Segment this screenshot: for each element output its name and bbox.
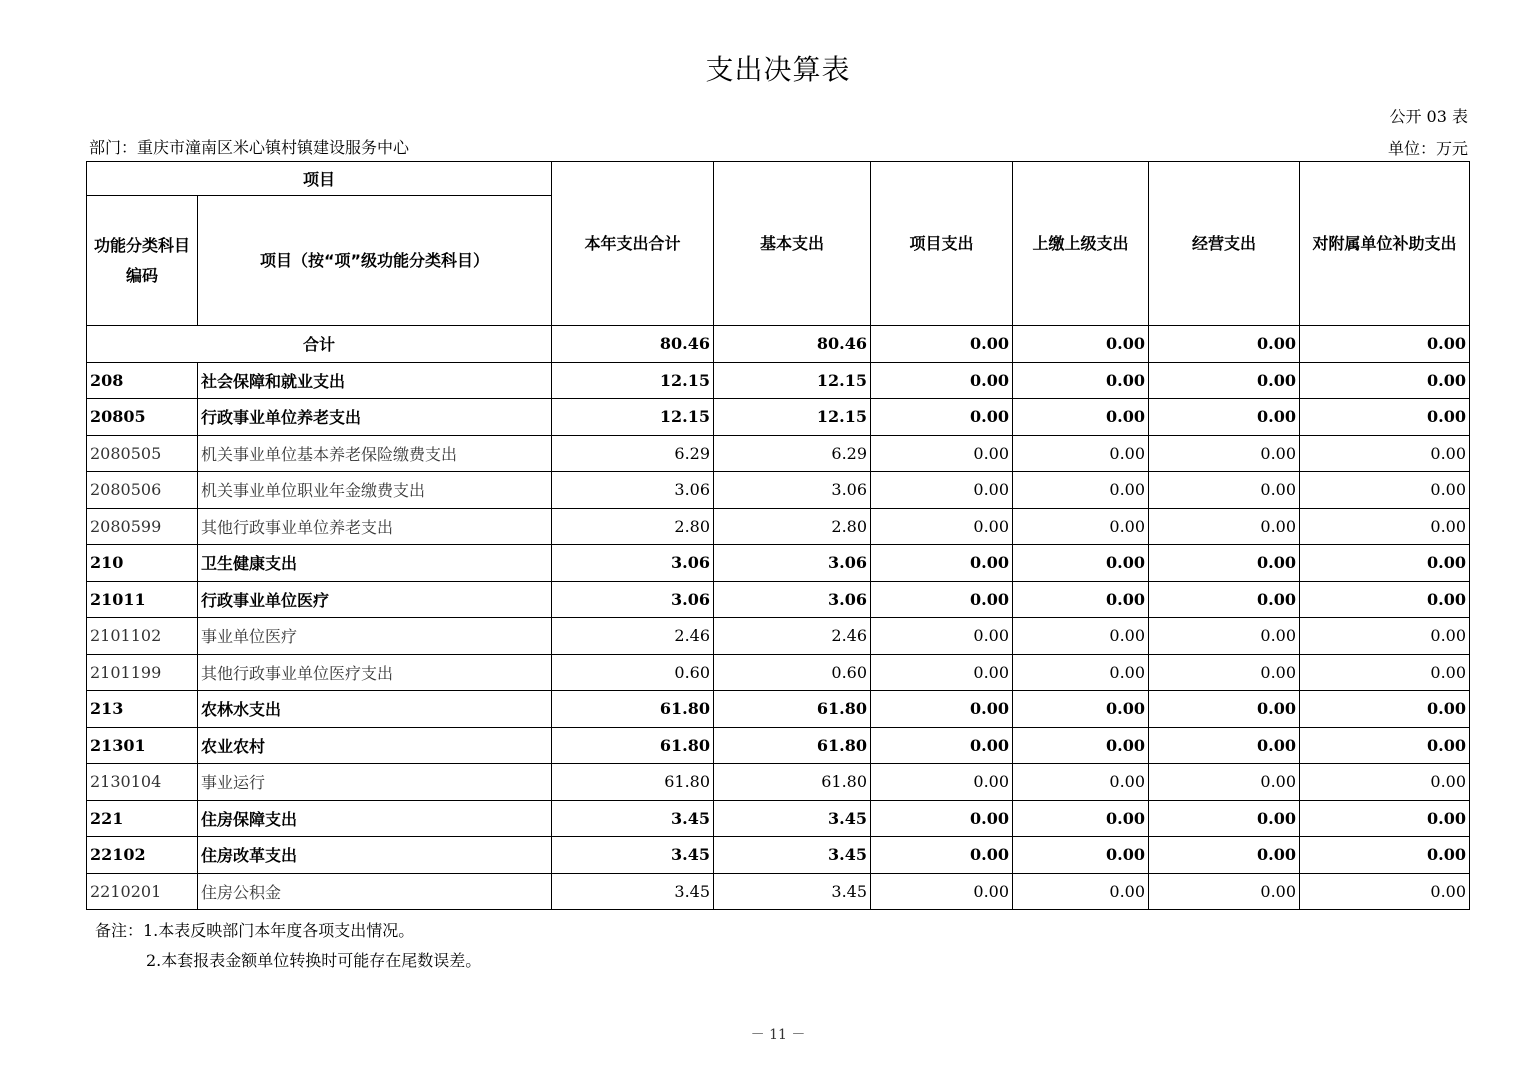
row-value: 6.29: [714, 435, 871, 472]
row-value: 0.00: [1149, 362, 1300, 399]
row-value: 0.00: [1149, 508, 1300, 545]
row-value: 0.00: [1300, 800, 1470, 837]
row-name: 机关事业单位职业年金缴费支出: [198, 472, 552, 509]
row-value: 0.00: [1300, 581, 1470, 618]
row-value: 3.45: [552, 873, 714, 910]
header-basic: 基本支出: [714, 162, 871, 326]
row-code: 2080599: [87, 508, 198, 545]
row-value: 0.60: [552, 654, 714, 691]
row-value: 0.00: [871, 764, 1013, 801]
table-row: [87, 581, 1470, 618]
table-row: [87, 727, 1470, 764]
row-name: 其他行政事业单位养老支出: [198, 508, 552, 545]
table-row: [87, 800, 1470, 837]
row-value: 0.00: [1149, 691, 1300, 728]
row-value: 0.60: [714, 654, 871, 691]
row-value: 0.00: [1300, 399, 1470, 436]
form-number: 公开 03 表: [1389, 107, 1468, 126]
row-value: 0.00: [1013, 873, 1149, 910]
row-value: 0.00: [871, 800, 1013, 837]
row-value: 61.80: [552, 764, 714, 801]
page-number: － 11 －: [750, 1027, 806, 1043]
table-row: [87, 362, 1470, 399]
header-name: 项目（按“项”级功能分类科目）: [198, 196, 552, 326]
table-row: [87, 691, 1470, 728]
row-value: 12.15: [714, 399, 871, 436]
department-label: 部门：重庆市潼南区米心镇村镇建设服务中心: [89, 138, 410, 157]
table-row: [87, 435, 1470, 472]
row-value: 3.45: [552, 837, 714, 874]
row-value: 0.00: [871, 508, 1013, 545]
row-value: 2.80: [552, 508, 714, 545]
total-value: 0.00: [1149, 326, 1300, 363]
row-value: 3.06: [714, 472, 871, 509]
row-code: 213: [87, 691, 198, 728]
row-code: 208: [87, 362, 198, 399]
total-value: 80.46: [552, 326, 714, 363]
row-value: 3.06: [552, 472, 714, 509]
row-value: 0.00: [1300, 691, 1470, 728]
total-value: 0.00: [871, 326, 1013, 363]
row-value: 61.80: [714, 727, 871, 764]
row-value: 0.00: [1149, 545, 1300, 582]
row-value: 0.00: [1300, 435, 1470, 472]
header-code: 功能分类科目编码: [87, 196, 198, 326]
row-value: 0.00: [1013, 472, 1149, 509]
total-label: 合计: [87, 326, 552, 363]
row-value: 0.00: [1013, 764, 1149, 801]
row-value: 0.00: [1013, 800, 1149, 837]
note-2: 2.本套报表金额单位转换时可能存在尾数误差。: [146, 951, 482, 970]
row-value: 61.80: [552, 727, 714, 764]
row-value: 0.00: [1300, 472, 1470, 509]
row-value: 2.46: [714, 618, 871, 655]
row-value: 12.15: [552, 399, 714, 436]
row-value: 0.00: [1149, 581, 1300, 618]
row-code: 2080505: [87, 435, 198, 472]
table-row: [87, 545, 1470, 582]
row-value: 0.00: [871, 691, 1013, 728]
row-value: 61.80: [552, 691, 714, 728]
row-code: 2101102: [87, 618, 198, 655]
header-subsidy: 对附属单位补助支出: [1300, 162, 1470, 326]
row-name: 行政事业单位养老支出: [198, 399, 552, 436]
row-value: 0.00: [1013, 581, 1149, 618]
table-row: [87, 472, 1470, 509]
row-value: 0.00: [871, 618, 1013, 655]
row-value: 0.00: [1149, 618, 1300, 655]
row-value: 0.00: [1300, 618, 1470, 655]
row-value: 0.00: [1013, 654, 1149, 691]
total-value: 0.00: [1300, 326, 1470, 363]
table-row: [87, 654, 1470, 691]
row-value: 0.00: [1013, 508, 1149, 545]
header-total: 本年支出合计: [552, 162, 714, 326]
row-name: 农林水支出: [198, 691, 552, 728]
row-value: 12.15: [714, 362, 871, 399]
row-code: 2101199: [87, 654, 198, 691]
row-value: 6.29: [552, 435, 714, 472]
row-value: 0.00: [1013, 435, 1149, 472]
row-value: 61.80: [714, 691, 871, 728]
row-code: 22102: [87, 837, 198, 874]
row-value: 3.45: [714, 800, 871, 837]
row-value: 0.00: [1013, 618, 1149, 655]
row-name: 农业农村: [198, 727, 552, 764]
expenditure-table: [86, 161, 1470, 910]
row-name: 行政事业单位医疗: [198, 581, 552, 618]
row-value: 0.00: [1149, 727, 1300, 764]
row-value: 0.00: [1300, 873, 1470, 910]
row-value: 61.80: [714, 764, 871, 801]
row-name: 住房改革支出: [198, 837, 552, 874]
total-value: 0.00: [1013, 326, 1149, 363]
table-row: [87, 873, 1470, 910]
row-value: 0.00: [871, 581, 1013, 618]
row-value: 0.00: [1149, 764, 1300, 801]
header-project: 项目: [87, 162, 552, 196]
row-value: 2.46: [552, 618, 714, 655]
total-row: [87, 326, 1470, 363]
row-value: 0.00: [871, 472, 1013, 509]
row-value: 3.06: [552, 581, 714, 618]
row-value: 0.00: [871, 399, 1013, 436]
row-value: 0.00: [871, 362, 1013, 399]
row-name: 其他行政事业单位医疗支出: [198, 654, 552, 691]
row-value: 0.00: [871, 545, 1013, 582]
row-code: 20805: [87, 399, 198, 436]
row-name: 卫生健康支出: [198, 545, 552, 582]
row-value: 0.00: [1149, 399, 1300, 436]
row-value: 0.00: [871, 654, 1013, 691]
row-code: 2210201: [87, 873, 198, 910]
table-row: [87, 764, 1470, 801]
row-value: 0.00: [1300, 727, 1470, 764]
row-code: 2080506: [87, 472, 198, 509]
note-1: 备注：1.本表反映部门本年度各项支出情况。: [95, 921, 415, 940]
row-name: 社会保障和就业支出: [198, 362, 552, 399]
row-value: 3.06: [714, 581, 871, 618]
row-value: 0.00: [871, 727, 1013, 764]
row-value: 0.00: [1149, 873, 1300, 910]
header-row: [87, 162, 1470, 196]
row-name: 机关事业单位基本养老保险缴费支出: [198, 435, 552, 472]
row-name: 住房公积金: [198, 873, 552, 910]
row-value: 0.00: [1013, 837, 1149, 874]
row-value: 3.45: [552, 800, 714, 837]
row-code: 221: [87, 800, 198, 837]
row-value: 0.00: [1149, 435, 1300, 472]
row-value: 0.00: [1300, 837, 1470, 874]
page-title: 支出决算表: [705, 53, 851, 86]
row-value: 3.45: [714, 837, 871, 874]
row-value: 0.00: [1300, 545, 1470, 582]
row-value: 0.00: [1013, 362, 1149, 399]
row-value: 2.80: [714, 508, 871, 545]
table-row: [87, 399, 1470, 436]
table-row: [87, 508, 1470, 545]
row-code: 21011: [87, 581, 198, 618]
table-row: [87, 837, 1470, 874]
header-item: 项目支出: [871, 162, 1013, 326]
row-value: 3.06: [552, 545, 714, 582]
row-name: 事业运行: [198, 764, 552, 801]
row-value: 0.00: [1300, 362, 1470, 399]
row-code: 210: [87, 545, 198, 582]
row-value: 0.00: [1013, 727, 1149, 764]
row-value: 0.00: [1149, 837, 1300, 874]
row-value: 0.00: [1300, 764, 1470, 801]
row-value: 0.00: [1013, 545, 1149, 582]
row-value: 3.45: [714, 873, 871, 910]
row-value: 12.15: [552, 362, 714, 399]
row-value: 0.00: [871, 837, 1013, 874]
row-value: 3.06: [714, 545, 871, 582]
total-value: 80.46: [714, 326, 871, 363]
unit-label: 单位：万元: [1387, 139, 1468, 158]
row-code: 2130104: [87, 764, 198, 801]
row-code: 21301: [87, 727, 198, 764]
row-value: 0.00: [1013, 691, 1149, 728]
header-upper: 上缴上级支出: [1013, 162, 1149, 326]
row-value: 0.00: [1300, 508, 1470, 545]
row-name: 住房保障支出: [198, 800, 552, 837]
row-value: 0.00: [1300, 654, 1470, 691]
row-value: 0.00: [1149, 654, 1300, 691]
table-row: [87, 618, 1470, 655]
row-value: 0.00: [871, 873, 1013, 910]
row-value: 0.00: [871, 435, 1013, 472]
header-business: 经营支出: [1149, 162, 1300, 326]
row-name: 事业单位医疗: [198, 618, 552, 655]
row-value: 0.00: [1013, 399, 1149, 436]
row-value: 0.00: [1149, 800, 1300, 837]
row-value: 0.00: [1149, 472, 1300, 509]
